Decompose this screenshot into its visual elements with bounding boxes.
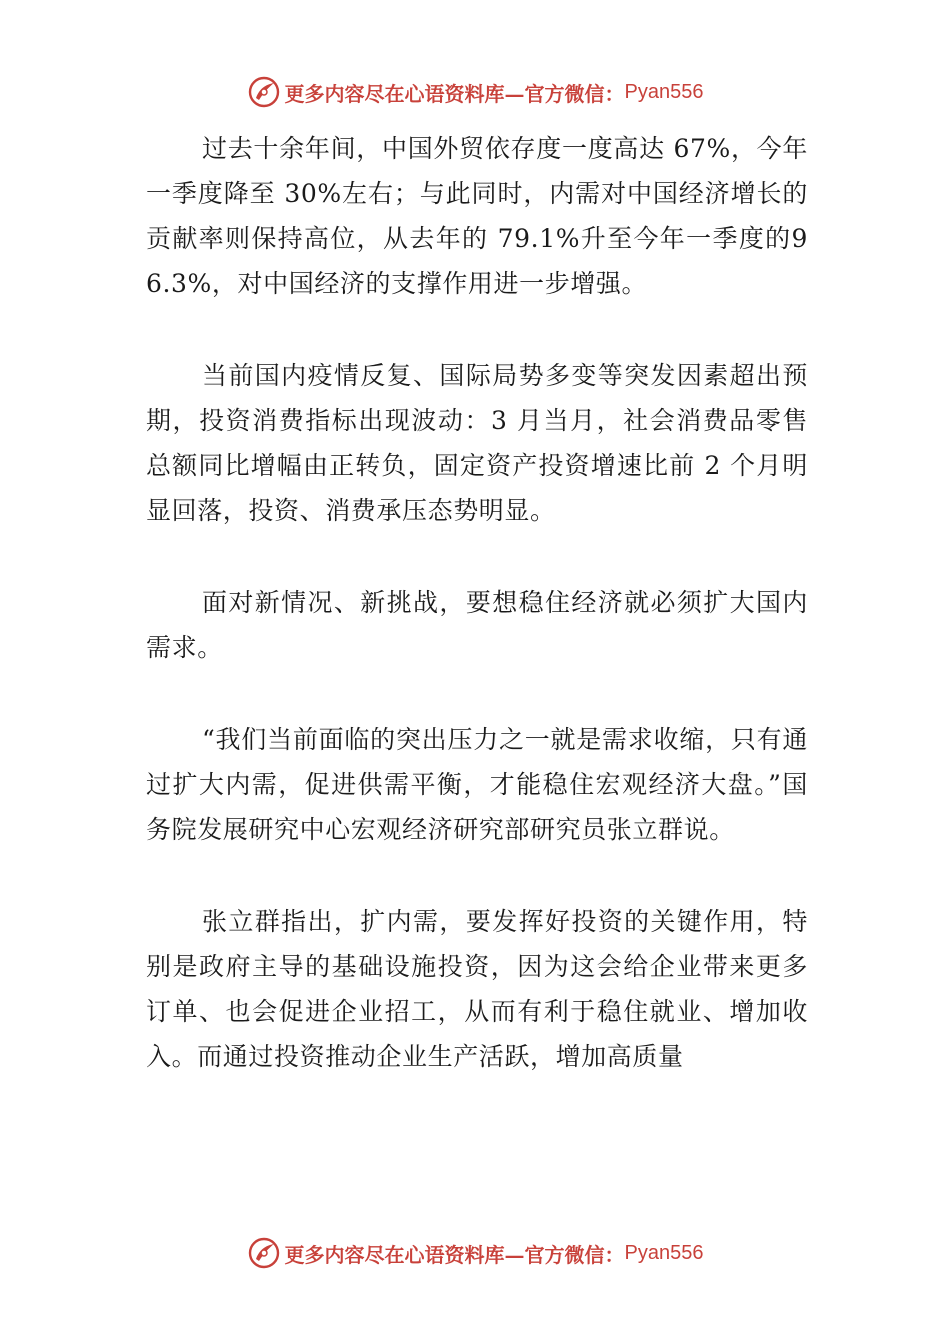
header-wechat-id: Pyan556 [624, 80, 704, 103]
paragraph-4: “我们当前面临的突出压力之一就是需求收缩，只有通过扩大内需，促进供需平衡，才能稳住宏观经济大盘。”国务院发展研究中心宏观经济研究部研究员张立群说。 [146, 725, 808, 844]
paragraph-1: 过去十余年间，中国外贸依存度一度高达 67%，今年一季度降至 30%左右；与此同时，内需对中国经济增长的贡献率则保持高位，从去年的 79.1%升至今年一季度的96.3%，对中国经济的支撑作用进一步增强。 [146, 134, 808, 298]
header-banner-text: 更多内容尽在心语资料库—官方微信： [284, 81, 625, 106]
footer-banner [0, 1233, 950, 1273]
brand-logo-icon [247, 75, 281, 109]
brand-logo-icon [247, 1236, 281, 1270]
paragraph-5: 张立群指出，扩内需，要发挥好投资的关键作用，特别是政府主导的基础设施投资，因为这会给企业带来更多订单、也会促进企业招工，从而有利于稳住就业、增加收入。而通过投资推动企业生产活跃，增加高质量 [146, 907, 808, 1071]
footer-wechat-id: Pyan556 [624, 1241, 704, 1264]
paragraph-3: 面对新情况、新挑战，要想稳住经济就必须扩大国内需求。 [146, 588, 808, 662]
header-banner [0, 72, 950, 112]
footer-banner-text: 更多内容尽在心语资料库—官方微信： [284, 1242, 625, 1267]
article-body [146, 126, 808, 1126]
paragraph-2: 当前国内疫情反复、国际局势多变等突发因素超出预期，投资消费指标出现波动：3 月当月，社会消费品零售总额同比增幅由正转负，固定资产投资增速比前 2 个月明显回落，投资、消费承压态势明显。 [146, 361, 808, 525]
